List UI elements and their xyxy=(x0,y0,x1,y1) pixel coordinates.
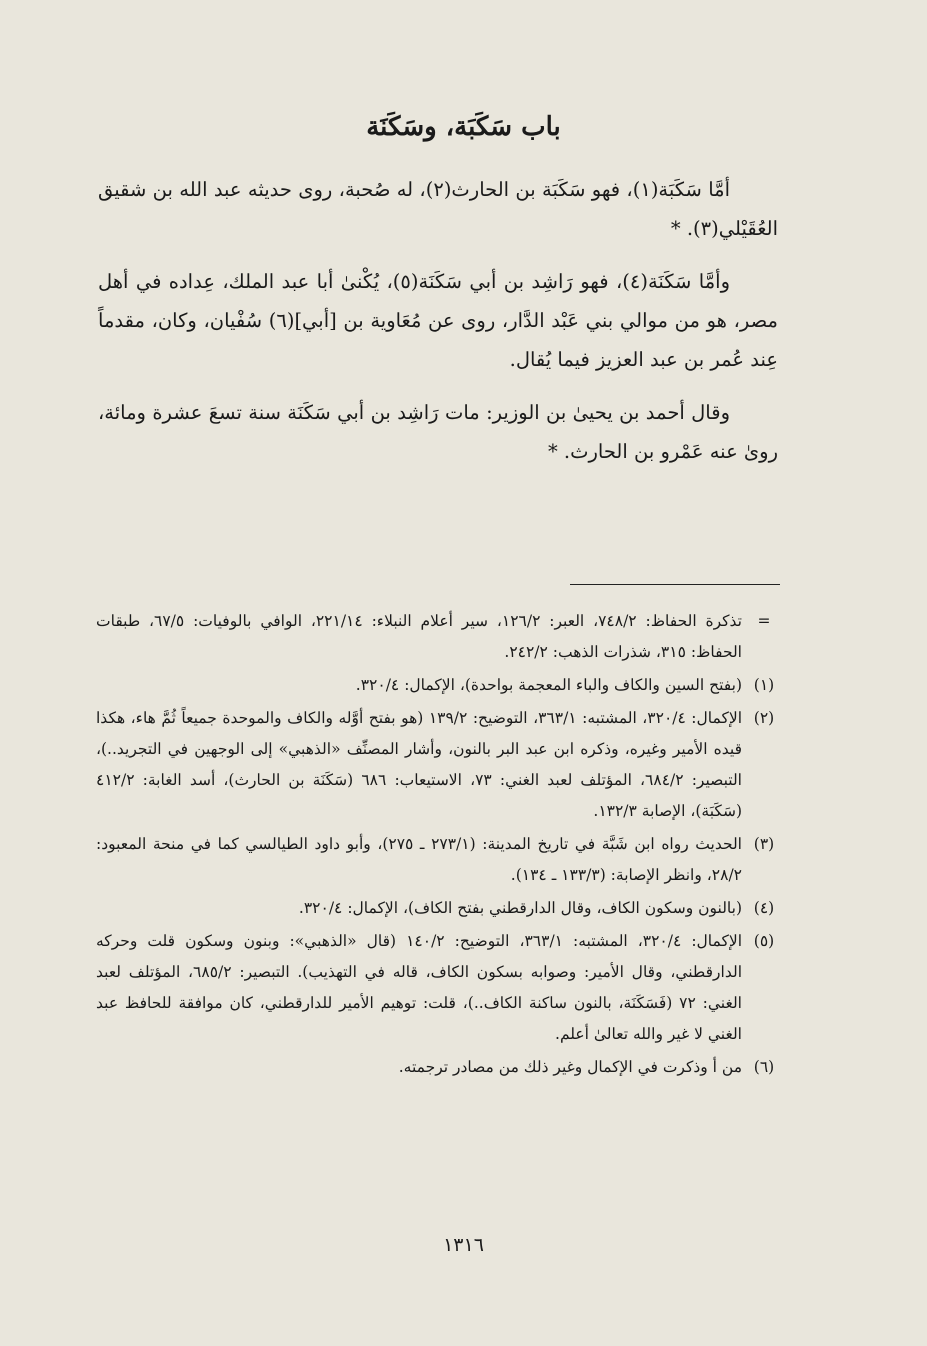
footnote-marker: (٣) xyxy=(753,835,775,853)
footnote xyxy=(96,670,782,701)
footnote-text: الإكمال: ٣٢٠/٤، المشتبه: ٣٦٣/١، التوضيح: ١٤٠/٢ (قال «الذهبي»: وبنون وسكون قلت وحركه الدارقطني، وقال الأمير: وصوابه بسكون الكاف، قاله في التهذيب). التبصير: ٦٨٥/٢، المؤتلف لعبد الغني: ٧٢ (فَسَكَنَة، بالنون ساكنة الكاف..)، قلت: توهيم الأمير للدارقطني، كان موافقة للحافظ عبد الغني لا غير والله تعالىٰ أعلم. xyxy=(96,932,743,1043)
main-text xyxy=(98,170,778,485)
footnote-text: الإكمال: ٣٢٠/٤، المشتبه: ٣٦٣/١، التوضيح: ١٣٩/٢ (هو بفتح أوَّله والكاف والموحدة جميعاً ثُمَّ هاء، هكذا قيده الأمير وغيره، وذكره ابن عبد البر بالنون، وأشار المصنِّف «الذهبي» إلى الوجهين في التجريد..)، التبصير: ٦٨٤/٢، المؤتلف لعبد الغني: ٧٣، الاستيعاب: ٦٨٦ (سَكَنَة بن الحارث)، أسد الغابة: ٤١٢/٢ (سَكَبَة)، الإصابة ١٣٢/٣. xyxy=(96,709,743,820)
footnote-text: من أ وذكرت في الإكمال وغير ذلك من مصادر ترجمته. xyxy=(398,1058,742,1076)
footnote xyxy=(96,1052,782,1083)
paragraph: أمَّا سَكَبَة(١)، فهو سَكَبَة بن الحارث(٢)، له صُحبة، روى حديثه عبد الله بن شقيق العُقَيْلي(٣). * xyxy=(98,178,778,240)
footnote-marker: (٥) xyxy=(753,932,775,950)
footnote xyxy=(96,893,782,924)
footnotes xyxy=(96,606,782,1085)
footnote xyxy=(96,703,782,827)
footnote-text: تذكرة الحفاظ: ٧٤٨/٢، العبر: ١٢٦/٢، سير أعلام النبلاء: ٢٢١/١٤، الوافي بالوفيات: ٦٧/٥، طبقات الحفاظ: ٣١٥، شذرات الذهب: ٢٤٢/٢. xyxy=(96,612,742,661)
footnote-text: (بالنون وسكون الكاف، وقال الدارقطني بفتح الكاف)، الإكمال: ٣٢٠/٤. xyxy=(298,899,742,917)
page-number: ١٣١٦ xyxy=(443,1234,484,1256)
footnote-marker: = xyxy=(757,612,771,630)
footnote xyxy=(96,606,782,668)
footnote-marker: (٦) xyxy=(753,1058,775,1076)
footnote-text: (بفتح السين والكاف والباء المعجمة بواحدة)، الإكمال: ٣٢٠/٤. xyxy=(355,676,742,694)
chapter-title: باب سَكَبَة، وسَكَنَة xyxy=(366,112,561,142)
footnote-text: الحديث رواه ابن شَبَّة في تاريخ المدينة: (٢٧٣/١ ـ ٢٧٥)، وأبو داود الطيالسي كما في منحة المعبود: ٢٨/٢، وانظر الإصابة: (١٣٣/٣ ـ ١٣٤). xyxy=(96,835,742,884)
paragraph: وأمَّا سَكَنَة(٤)، فهو رَاشِد بن أبي سَكَنَة(٥)، يُكْنىٰ أبا عبد الملك، عِداده في أهل مصر، هو من موالي بني عَبْد الدَّار، روى عن مُعَاوية بن [أبي](٦) سُفْيان، وكان، مقدماً عِند عُمر بن عبد العزيز فيما يُقال. xyxy=(98,270,778,371)
footnote xyxy=(96,829,782,891)
footnote-divider xyxy=(570,584,780,585)
paragraph: وقال أحمد بن يحيىٰ بن الوزير: مات رَاشِد بن أبي سَكَنَة سنة تسعَ عشرة ومائة، روىٰ عنه عَمْرو بن الحارث. * xyxy=(98,401,778,463)
footnote-marker: (٢) xyxy=(753,709,775,727)
footnote xyxy=(96,926,782,1050)
footnote-marker: (٤) xyxy=(753,899,775,917)
footnote-marker: (١) xyxy=(753,676,775,694)
